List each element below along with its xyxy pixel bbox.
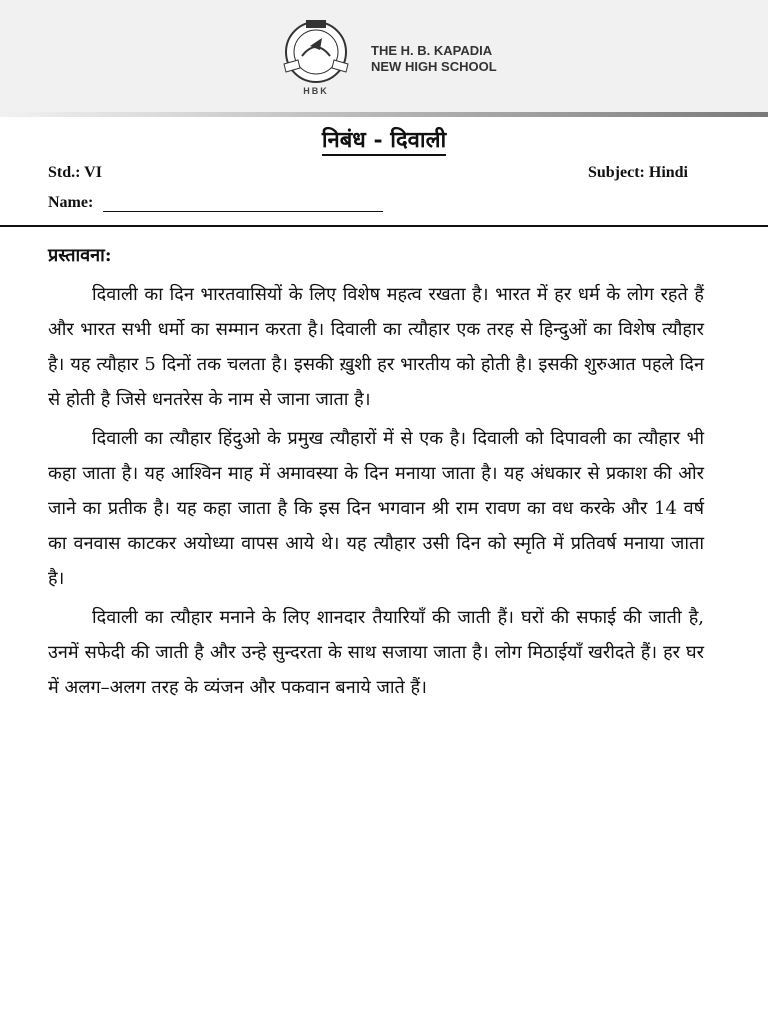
essay-body — [48, 238, 704, 709]
logo-abbrev: HBK — [303, 86, 329, 96]
paragraph-2: दिवाली का त्यौहार हिंदुओ के प्रमुख त्यौहारों में से एक है। दिवाली को दिपावली का त्यौहार भी कहा जाता है। यह आश्विन माह में अमावस्या के दिन मनाया जाता है। यह अंधकार से प्रकाश की ओर जाने का प्रतीक है। यह कहा जाता है कि इस दिन भगवान श्री राम रावण का वध करके और 14 वर्ष का वनवास काटकर अयोध्या वापस आये थे। यह त्यौहार उसी दिन को स्मृति में प्रतिवर्ष मनाया जाता है। — [48, 428, 704, 589]
header-gradient-bar — [0, 112, 768, 117]
school-logo — [276, 16, 516, 102]
paragraph-1: दिवाली का दिन भारतवासियों के लिए विशेष महत्व रखता है। भारत में हर धर्म के लोग रहते हैं और भारत सभी धर्मो का सम्मान करता है। दिवाली का त्यौहार एक तरह से हिन्दुओं का विशेष त्यौहार है। यह त्यौहार 5 दिनों तक चलता है। इसकी ख़ुशी हर भारतीय को होती है। इसकी शुरुआत पहले दिन से होती है जिसे धनतरेस के नाम से जाना जाता है। — [48, 284, 704, 410]
name-label: Name: — [48, 194, 94, 211]
std-label: Std.: VI — [48, 164, 102, 181]
page-title — [0, 124, 768, 154]
divider — [0, 225, 768, 227]
school-name — [371, 43, 497, 75]
school-header — [0, 0, 768, 112]
school-name-line2: NEW HIGH SCHOOL — [371, 59, 497, 74]
school-name-line1: THE H. B. KAPADIA — [371, 43, 493, 58]
section-title: प्रस्तावना: — [48, 245, 112, 266]
subject-label: Subject: Hindi — [587, 164, 688, 181]
name-blank-line[interactable] — [103, 211, 383, 212]
student-meta — [48, 164, 688, 212]
paragraph-3: दिवाली का त्यौहार मनाने के लिए शानदार तैयारियाँ की जाती हैं। घरों की सफाई की जाती है, उनमें सफेदी की जाती है और उन्हे सुन्दरता के साथ सजाया जाता है। लोग मिठाईयाँ खरीदते हैं। हर घर में अलग–अलग तरह के व्यंजन और पकवान बनाये जाते हैं। — [48, 607, 704, 698]
school-seal-icon — [276, 16, 356, 88]
page-title-text: निबंध - दिवाली — [322, 127, 446, 156]
